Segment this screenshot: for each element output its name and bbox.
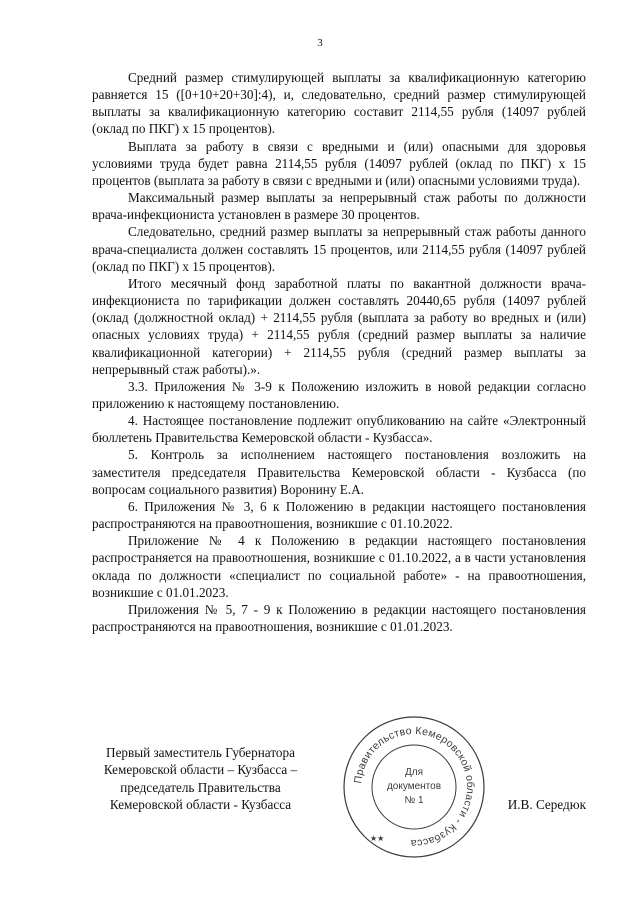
stamp-center-line: № 1	[404, 795, 424, 806]
paragraph-hazard-payment: Выплата за работу в связи с вредными и (или) опасными для здоровья условиями труда будет равна 2114,55 рубля (14097 рублей (оклад по ПКГ) х 15 процентов (выплата за работу в связи с вредными и (или) опасными условиями труда).	[92, 138, 586, 188]
page-number: 3	[317, 37, 323, 49]
paragraph-max-seniority-payment: Максимальный размер выплаты за непрерывный стаж работы по должности врача-инфекциониста установлен в размере 30 процентов.	[92, 190, 586, 223]
stamp-seal-icon	[340, 713, 488, 861]
signatory-line: Кемеровской области – Кузбасса –	[103, 762, 298, 778]
signatory-line: председатель Правительства	[120, 779, 281, 795]
paragraph-applications-5-9: Приложения № 5, 7 - 9 к Положению в редакции настоящего постановления распространяются на правоотношения, возникшие с 01.01.2023.	[92, 601, 586, 634]
paragraph-5-control: 5. Контроль за исполнением настоящего постановления возложить на заместителя председателя Правительства Кемеровской области - Кузбасса (по вопросам социального развития) Воронину Е.А.	[92, 447, 586, 497]
stamp-center-line: документов	[386, 781, 442, 792]
stamp-ring-text: Правительство Кемеровской области - Кузбасса	[352, 724, 477, 850]
paragraph-qualification-payment: Средний размер стимулирующей выплаты за квалификационную категорию равняется 15 ([0+10+20+30]:4), и, следовательно, средний размер стимулирующей выплаты за квалификационную категорию составит 2114,55 рубля (14097 рублей (оклад по ПКГ) х 15 процентов).	[92, 70, 586, 137]
paragraph-6-applications: 6. Приложения № 3, 6 к Положению в редакции настоящего постановления распространяются на правоотношения, возникшие с 01.10.2022.	[92, 498, 586, 532]
official-stamp	[340, 713, 488, 861]
paragraph-application-4: Приложение № 4 к Положению в редакции настоящего постановления распространяется на правоотношения, возникшие с 01.10.2022, а в части установления оклада по должности «специалист по социальной работе» - на правоотношения, возникшие с 01.01.2023.	[92, 533, 586, 600]
signatory-line: Первый заместитель Губернатора	[106, 745, 295, 760]
paragraph-average-seniority-payment: Следовательно, средний размер выплаты за непрерывный стаж работы данного врача-специалиста должен составлять 15 процентов, или 2114,55 рубля (14097 рублей (оклад по ПКГ) х 15 процентов).	[92, 224, 586, 274]
signatory-line: Кемеровской области - Кузбасса	[109, 797, 292, 813]
paragraph-3-3: 3.3. Приложения № 3-9 к Положению изложить в новой редакции согласно приложению к настоящему постановлению.	[92, 378, 586, 411]
stamp-star-icon: ★★	[370, 834, 385, 843]
signer-name: И.В. Середюк	[507, 797, 586, 812]
stamp-center-line: Для	[404, 767, 424, 778]
signatory-position	[83, 744, 318, 814]
paragraph-monthly-payroll: Итого месячный фонд заработной платы по вакантной должности врача-инфекциониста по тарификации должен составлять 20440,65 рубля (14097 рублей (оклад (должностной оклад) + 2114,55 рубля (выплата за работу во вредных и (или) опасных условиях труда) + 2114,55 рубля (средний размер выплаты за наличие квалификационной категории) + 2114,55 рубля (средний размер выплаты за непрерывный стаж работы).».	[92, 275, 586, 377]
document-body	[92, 69, 586, 635]
paragraph-4-publication: 4. Настоящее постановление подлежит опубликованию на сайте «Электронный бюллетень Правительства Кемеровской области - Кузбасса».	[92, 413, 586, 446]
